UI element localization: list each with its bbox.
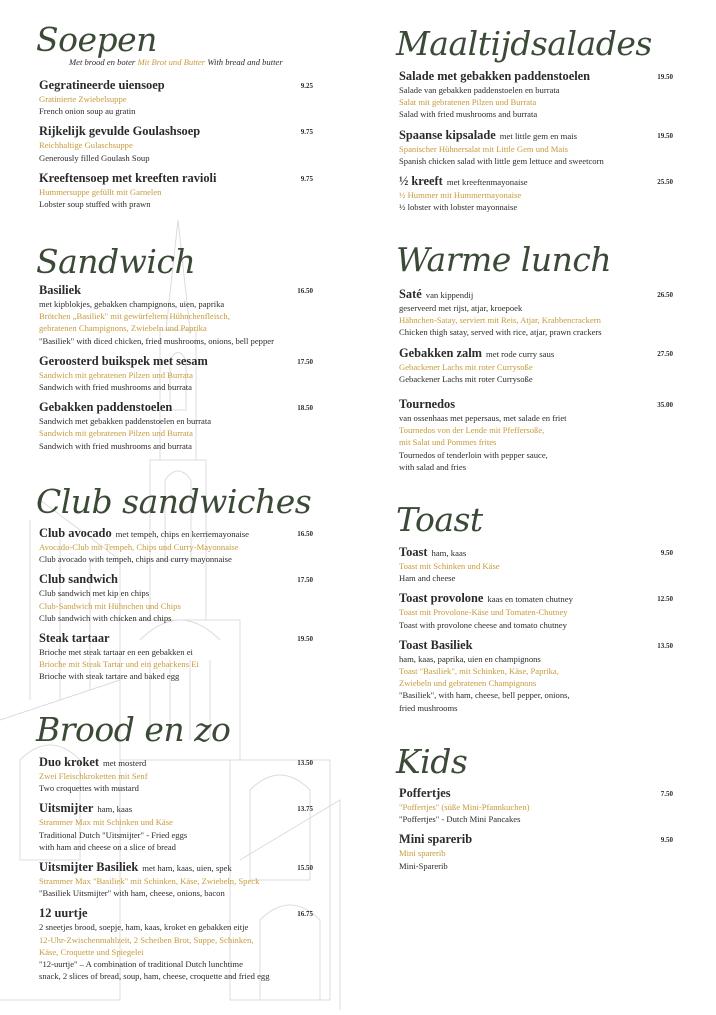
item-price: 25.50	[657, 178, 673, 187]
item-price: 13.75	[297, 805, 313, 814]
item-name: 12 uurtje	[39, 906, 88, 921]
section-title: Maaltijdsalades	[396, 24, 652, 63]
menu-item	[399, 591, 673, 630]
item-desc-en: "Basiliek", with ham, cheese, bell pepper, onions,	[399, 690, 570, 701]
item-desc-en: Mini-Sparerib	[399, 860, 448, 871]
item-name: Mini sparerib	[399, 832, 473, 847]
item-price: 9.50	[660, 549, 673, 557]
item-desc-de: Gebackener Lachs mit roter Currysoße	[399, 361, 533, 372]
item-name: Gebakken paddenstoelen	[39, 400, 173, 415]
item-desc-en-2: with ham and cheese on a slice of bread	[39, 841, 176, 852]
item-desc-nl: Brioche met steak tartaar en een gebakken ei	[39, 647, 193, 658]
item-name: Toast provolone	[399, 591, 484, 606]
item-name: Rijkelijk gevulde Goulashsoep	[39, 124, 201, 139]
item-name: Uitsmijter	[39, 801, 94, 816]
item-price: 19.50	[657, 131, 673, 140]
section-brood-en-zo	[36, 710, 313, 982]
item-name: Gegratineerde uiensoep	[39, 78, 165, 92]
section-warme-lunch	[396, 240, 673, 473]
item-desc-en: "12-uurtje" – A combination of traditional Dutch lunchtime	[39, 959, 243, 970]
item-desc-nl: Club sandwich met kip en chips	[39, 588, 150, 599]
menu-item	[39, 755, 313, 794]
item-desc-nl: geserveerd met rijst, atjar, kroepoek	[399, 303, 523, 313]
item-name: Geroosterd buikspek met sesam	[39, 353, 208, 368]
item-name: Salade met gebakken paddenstoelen	[399, 69, 591, 83]
menu-item	[39, 860, 313, 899]
item-desc-en: Brioche with steak tartare and baked egg	[39, 671, 180, 682]
menu-item	[39, 354, 313, 393]
subtitle-nl: Met brood en boter	[69, 57, 136, 67]
item-price: 18.50	[297, 404, 313, 413]
item-desc-de: Spanischer Hühnersalat mit Little Gem und Mais	[399, 143, 568, 154]
item-desc-de: ½ Hummer mit Hummermayonaise	[399, 190, 522, 201]
item-desc-de: Sandwich mit gebratenen Pilzen und Burrata	[39, 428, 193, 439]
menu-item	[39, 400, 313, 452]
section-sandwich	[36, 242, 313, 452]
item-desc-en: Spanish chicken salad with little gem lettuce and sweetcorn	[399, 155, 604, 166]
section-title: Warme lunch	[396, 240, 612, 279]
item-name: Gebakken zalm	[399, 345, 482, 360]
item-desc-de-2: Zwiebeln und gebratenen Champignons	[399, 678, 537, 689]
item-desc-en: Ham and cheese	[399, 573, 456, 584]
menu-item	[39, 572, 313, 624]
menu-item	[399, 346, 673, 385]
item-desc-en: Club sandwich with chicken and chips	[39, 612, 172, 623]
item-note: met little gem en mais	[499, 130, 577, 141]
item-name: ½ kreeft	[399, 174, 443, 189]
item-desc-en: Generously filled Goulash Soup	[39, 152, 150, 163]
item-desc-de: Salat mit gebratenen Pilzen und Burrata	[399, 97, 537, 108]
item-desc-de: Brötchen „Basiliek" mit gewürfeltem Hühnchenfleisch,	[39, 311, 230, 322]
item-price: 27.50	[657, 349, 673, 358]
item-desc-de: Mini sparerib	[399, 848, 446, 859]
item-price: 35.00	[657, 401, 673, 410]
item-desc-de: 12-Uhr-Zwischenmahlzeit, 2 Scheiben Brot, Suppe, Schinken,	[39, 934, 254, 945]
item-price: 17.50	[297, 576, 313, 585]
item-name: Kreeftensoep met kreeften ravioli	[39, 170, 217, 185]
item-desc-de: Toast mit Provolone-Käse und Tomaten-Chutney	[399, 607, 568, 618]
item-desc-de: Toast "Basiliek", mit Schinken, Käse, Paprika,	[399, 666, 559, 677]
item-desc-de: Gratinierte Zwiebelsuppe	[39, 94, 127, 104]
menu-item	[39, 78, 313, 117]
item-desc-en: Two croquettes with mustard	[39, 783, 139, 794]
item-price: 9.50	[660, 836, 673, 845]
menu-item	[399, 69, 673, 121]
menu-item	[39, 171, 313, 210]
item-note: ham, kaas	[431, 548, 467, 558]
item-desc-en: "Poffertjes" - Dutch Mini Pancakes	[399, 814, 521, 825]
item-desc-de: Toast mit Schinken und Käse	[399, 561, 500, 571]
item-desc-de: Club-Sandwich mit Hühnchen und Chips	[39, 600, 181, 611]
menu-item	[399, 786, 673, 825]
item-desc-de-2: gebratenen Champignons, Zwiebeln und Paprika	[39, 323, 207, 334]
section-title: Brood en zo	[36, 710, 231, 749]
item-price: 13.50	[657, 641, 673, 650]
item-price: 19.50	[297, 635, 313, 644]
section-kids	[396, 742, 673, 872]
item-desc-en: Gebackener Lachs mit roter Currysoße	[399, 373, 533, 384]
section-maaltijdsalades	[396, 24, 673, 213]
item-desc-de: Avocado-Club mit Tempeh, Chips und Curry-Mayonnaise	[39, 542, 239, 552]
item-price: 9.25	[300, 82, 313, 90]
item-note: met tempeh, chips en kerriemayonaise	[115, 529, 250, 539]
menu-item	[399, 174, 673, 213]
menu-item	[39, 631, 313, 683]
item-desc-en: Club avocado with tempeh, chips and curry mayonnaise	[39, 554, 232, 565]
menu-item	[39, 526, 313, 565]
item-desc-de: Strammer Max "Basiliek" mit Schinken, Käse, Zwiebeln, Speck	[39, 876, 260, 887]
item-desc-en: "Basiliek Uitsmijter" with ham, cheese, onions, bacon	[39, 888, 225, 899]
section-soepen	[36, 20, 313, 210]
item-note: met rode curry saus	[485, 348, 555, 359]
item-name: Basiliek	[39, 283, 81, 297]
item-note: met ham, kaas, uien, spek	[142, 863, 232, 874]
section-club-sandwiches	[36, 482, 313, 683]
menu-item	[399, 545, 673, 584]
item-desc-en: Tournedos of tenderloin with pepper sauce,	[399, 449, 548, 460]
menu-item	[39, 283, 313, 347]
item-name: Toast Basiliek	[399, 637, 473, 652]
item-desc-de: Tournedos von der Lende mit Pfeffersoße,	[399, 425, 545, 436]
item-price: 26.50	[657, 291, 673, 299]
item-desc-de: Sandwich mit gebratenen Pilzen und Burrata	[39, 369, 193, 380]
item-price: 15.50	[297, 864, 313, 873]
item-desc-de: Hähnchen-Satay, serviert mit Reis, Atjar, Krabbencrackern	[399, 315, 601, 326]
item-desc-en: Salad with fried mushrooms and burrata	[399, 109, 538, 120]
menu-item	[399, 397, 673, 473]
item-note: ham, kaas	[97, 804, 133, 815]
item-desc-nl: met kipblokjes, gebakken champignons, uien, paprika	[39, 299, 225, 309]
item-desc-de: "Poffertjes" (süße Mini-Pfannkuchen)	[399, 802, 530, 812]
item-desc-en: ½ lobster with lobster mayonnaise	[399, 202, 518, 213]
item-name: Uitsmijter Basiliek	[39, 860, 139, 875]
item-desc-en: Toast with provolone cheese and tomato chutney	[399, 619, 567, 630]
item-desc-nl: van ossenhaas met pepersaus, met salade en friet	[399, 413, 567, 424]
item-note: kaas en tomaten chutney	[487, 594, 573, 605]
item-desc-en: "Basiliek" with diced chicken, fried mushrooms, onions, bell pepper	[39, 335, 274, 346]
item-desc-en: Lobster soup stuffed with prawn	[39, 199, 151, 210]
item-desc-de: Zwei Fleischkroketten mit Senf	[39, 771, 148, 781]
section-title: Sandwich	[36, 242, 196, 281]
item-desc-nl: Salade van gebakken paddenstoelen en burrata	[399, 85, 560, 95]
item-price: 17.50	[297, 357, 313, 366]
menu-item	[399, 832, 673, 871]
item-price: 12.50	[657, 595, 673, 604]
item-name: Tournedos	[399, 397, 456, 412]
item-desc-en-2: with salad and fries	[399, 461, 467, 472]
item-desc-de: Strammer Max mit Schinken und Käse	[39, 817, 173, 828]
item-desc-en: French onion soup au gratin	[39, 106, 136, 117]
section-title: Club sandwiches	[36, 482, 312, 521]
item-price: 19.50	[657, 73, 673, 81]
item-price: 16.75	[297, 910, 313, 919]
item-desc-en-2: fried mushrooms	[399, 702, 458, 713]
subtitle-de: Mit Brot und Butter	[137, 57, 206, 67]
subtitle-en: With bread and butter	[207, 57, 283, 67]
item-desc-en: Chicken thigh satay, served with rice, atjar, prawn crackers	[399, 327, 602, 338]
item-price: 16.50	[297, 530, 313, 538]
item-desc-nl: Sandwich met gebakken paddenstoelen en burrata	[39, 416, 212, 427]
menu-item	[399, 128, 673, 167]
item-desc-nl: 2 sneetjes brood, soepje, ham, kaas, kroket en gebakken eitje	[39, 922, 249, 933]
menu-item	[39, 124, 313, 163]
item-name: Poffertjes	[399, 786, 451, 800]
item-note: met mosterd	[103, 758, 147, 768]
menu-item	[399, 638, 673, 714]
item-desc-de: Brioche mit Steak Tartar und ein gebackens Ei	[39, 659, 199, 670]
section-title: Kids	[396, 742, 468, 781]
item-desc-en: Sandwich with fried mushrooms and burrata	[39, 382, 192, 393]
item-note: van kippendij	[425, 290, 474, 300]
item-desc-de-2: mit Salat und Pommes frites	[399, 437, 497, 448]
item-price: 9.75	[300, 128, 313, 137]
menu-item	[39, 906, 313, 982]
item-name: Toast	[399, 545, 428, 559]
item-desc-de-2: Käse, Croquette und Spiegelei	[39, 946, 144, 957]
section-subtitle	[69, 57, 313, 67]
section-title: Soepen	[36, 20, 157, 59]
item-name: Spaanse kipsalade	[399, 127, 496, 142]
item-name: Club avocado	[39, 526, 112, 540]
menu-item	[39, 801, 313, 853]
item-desc-nl: ham, kaas, paprika, uien en champignons	[399, 653, 541, 664]
item-desc-de: Reichhaltige Gulaschsuppe	[39, 140, 133, 151]
item-desc-de: Hummersuppe gefüllt mit Garnelen	[39, 186, 162, 197]
menu-item	[399, 287, 673, 339]
item-name: Saté	[399, 287, 422, 301]
item-desc-en: Traditional Dutch "Uitsmijter" - Fried eggs	[39, 829, 188, 840]
item-name: Steak tartaar	[39, 631, 110, 646]
item-price: 13.50	[297, 759, 313, 767]
section-toast	[396, 500, 673, 714]
item-desc-en: Sandwich with fried mushrooms and burrata	[39, 440, 192, 451]
item-name: Duo kroket	[39, 755, 100, 769]
item-price: 7.50	[660, 790, 673, 798]
item-desc-en-2: snack, 2 slices of bread, soup, ham, cheese, croquette and fried egg	[39, 971, 270, 982]
item-price: 16.50	[297, 287, 313, 295]
section-title: Toast	[396, 500, 483, 539]
item-price: 9.75	[300, 174, 313, 183]
item-name: Club sandwich	[39, 572, 118, 587]
item-note: met kreeftenmayonaise	[446, 177, 528, 188]
